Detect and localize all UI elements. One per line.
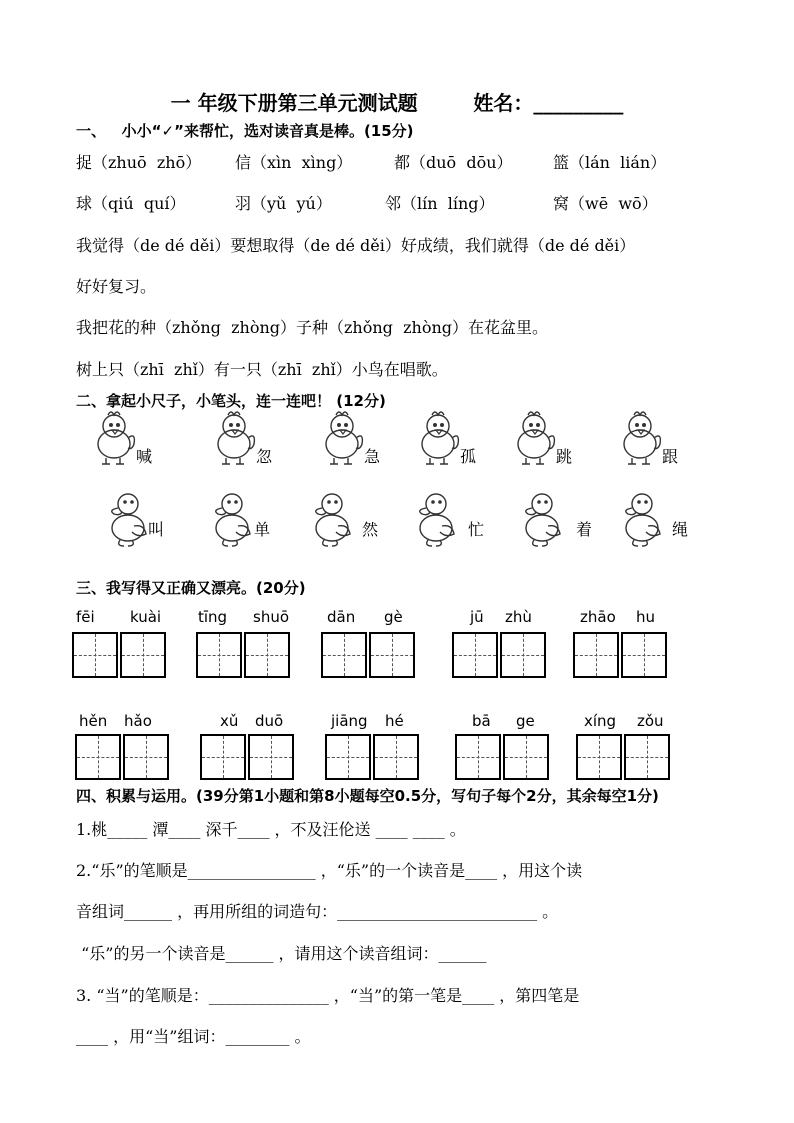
match-char-bottom: 然 <box>362 520 379 539</box>
duck-icon <box>518 490 562 548</box>
writing-box[interactable] <box>573 632 619 678</box>
match-char-bottom: 单 <box>254 520 271 539</box>
s1-item-3: 都（duō dōu） <box>394 153 513 172</box>
pinyin-label: duō <box>255 712 284 730</box>
duck-icon <box>308 490 352 548</box>
pinyin-label: bā <box>472 712 491 730</box>
section-1-heading: 一、 小小“✓”来帮忙，选对读音真是棒。(15分) <box>76 122 414 140</box>
writing-box[interactable] <box>72 632 118 678</box>
rooster-icon <box>92 408 136 466</box>
writing-box[interactable] <box>120 632 166 678</box>
question-1[interactable]: 1.桃_____ 潭____ 深千____ ，不及汪伦送 ____ ____ 。 <box>76 820 466 839</box>
writing-box[interactable] <box>123 734 169 780</box>
writing-box[interactable] <box>75 734 121 780</box>
s1-item-1: 捉（zhuō zhō） <box>76 153 202 172</box>
match-char-top: 跟 <box>662 447 679 466</box>
rooster-icon <box>416 408 460 466</box>
writing-box[interactable] <box>196 632 242 678</box>
rooster-icon <box>212 408 256 466</box>
rooster-icon <box>512 408 556 466</box>
pinyin-label: hu <box>636 608 656 626</box>
pinyin-label: jiāng <box>331 712 368 730</box>
pinyin-label: zhù <box>505 608 532 626</box>
writing-box[interactable] <box>500 632 546 678</box>
match-char-top: 跳 <box>556 447 573 466</box>
pinyin-label: xíng <box>584 712 617 730</box>
writing-box[interactable] <box>244 632 290 678</box>
pinyin-label: fēi <box>76 608 95 626</box>
rooster-icon <box>618 408 662 466</box>
s1-line-3: 我觉得（de dé děi）要想取得（de dé děi）好成绩，我们就得（de dé děi） <box>76 236 636 255</box>
question-3-line-2[interactable]: ____ ，用“当”组词：________ 。 <box>76 1027 311 1046</box>
section-3-heading: 三、我写得又正确又漂亮。(20分) <box>76 579 306 597</box>
duck-icon <box>104 490 148 548</box>
s1-item-5: 球（qiú quí） <box>76 194 186 213</box>
writing-box[interactable] <box>455 734 501 780</box>
match-char-bottom: 绳 <box>672 520 689 539</box>
s1-item-2: 信（xìn xìng） <box>235 153 353 172</box>
s1-line-6: 树上只（zhī zhǐ）有一只（zhī zhǐ）小鸟在唱歌。 <box>76 360 448 379</box>
pinyin-label: xǔ <box>220 712 239 730</box>
writing-box[interactable] <box>321 632 367 678</box>
pinyin-label: hé <box>385 712 404 730</box>
pinyin-label: kuài <box>130 608 162 626</box>
section-4-heading: 四、积累与运用。(39分第1小题和第8小题每空0.5分，写句子每个2分，其余每空1分) <box>76 787 659 805</box>
writing-box[interactable] <box>452 632 498 678</box>
pinyin-label: tīng <box>198 608 228 626</box>
duck-icon <box>618 490 662 548</box>
question-2-line-1[interactable]: 2.“乐”的笔顺是________________ ，“乐”的一个读音是____ ，用这个读 <box>76 861 583 880</box>
writing-box[interactable] <box>200 734 246 780</box>
writing-box[interactable] <box>248 734 294 780</box>
s1-item-7: 邻（lín líng） <box>385 194 495 213</box>
match-char-bottom: 忙 <box>468 520 485 539</box>
rooster-icon <box>320 408 364 466</box>
match-char-bottom: 着 <box>576 520 593 539</box>
writing-box[interactable] <box>369 632 415 678</box>
duck-icon <box>208 490 252 548</box>
question-2-line-2[interactable]: 音组词______ ，再用所组的词造句：_________________________ 。 <box>76 902 559 921</box>
s1-line-4: 好好复习。 <box>76 277 157 296</box>
pinyin-label: gè <box>384 608 403 626</box>
s1-item-8: 窝（wē wō） <box>553 194 658 213</box>
s1-item-4: 篮（lán lián） <box>553 153 667 172</box>
question-2-line-3[interactable]: “乐”的另一个读音是______ ，请用这个读音组词：______ <box>76 944 487 963</box>
writing-box[interactable] <box>325 734 371 780</box>
pinyin-label: zǒu <box>637 712 664 730</box>
duck-icon <box>412 490 456 548</box>
pinyin-label: zhāo <box>580 608 616 626</box>
match-char-top: 喊 <box>136 447 153 466</box>
writing-box[interactable] <box>621 632 667 678</box>
pinyin-label: shuō <box>253 608 290 626</box>
writing-box[interactable] <box>373 734 419 780</box>
match-char-bottom: 叫 <box>148 520 165 539</box>
pinyin-label: dān <box>327 608 356 626</box>
s1-line-5: 我把花的种（zhǒng zhòng）子种（zhǒng zhòng）在花盆里。 <box>76 318 549 337</box>
match-char-top: 忽 <box>256 447 273 466</box>
writing-box[interactable] <box>576 734 622 780</box>
s1-item-6: 羽（yǔ yú） <box>235 194 332 213</box>
match-char-top: 孤 <box>460 447 477 466</box>
page-title: 一 年级下册第三单元测试题 姓名：_________ <box>170 91 624 115</box>
pinyin-label: jū <box>470 608 484 626</box>
match-char-top: 急 <box>364 447 381 466</box>
writing-box[interactable] <box>503 734 549 780</box>
pinyin-label: hěn <box>79 712 108 730</box>
pinyin-label: ge <box>516 712 535 730</box>
pinyin-label: hǎo <box>124 712 152 730</box>
section-2-heading: 二、拿起小尺子，小笔头，连一连吧！ (12分) <box>76 392 386 410</box>
question-3-line-1[interactable]: 3. “当”的笔顺是：_______________ ，“当”的第一笔是____ ，第四笔是 <box>76 986 580 1005</box>
writing-box[interactable] <box>624 734 670 780</box>
